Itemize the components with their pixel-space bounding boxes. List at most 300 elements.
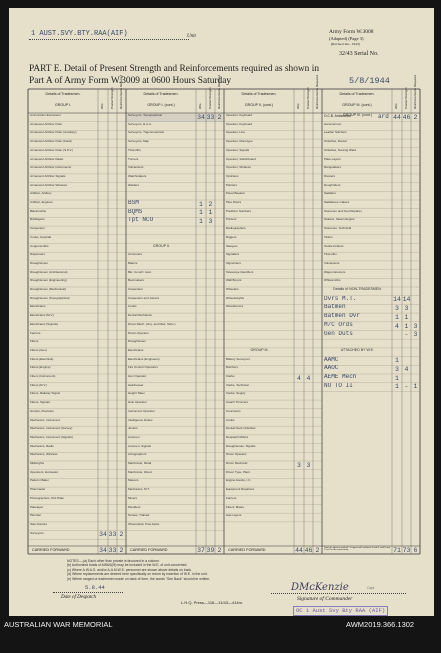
trade-name: Plate Layers [324,156,341,161]
table-row [224,339,322,348]
trade-name: Despatch Riders [226,434,249,439]
table-row [28,122,126,131]
table-row [126,444,224,453]
trade-name: Opticians [226,173,239,178]
table-row [126,331,224,340]
trade-count: 3 [395,366,399,374]
table-row [224,452,322,461]
table-row [126,339,224,348]
table-row [224,444,322,453]
trade-name: Surveyors, Topographical [128,113,162,117]
trade-name: Battery Surveyors [226,356,250,361]
archive-caption-bar [0,616,441,653]
trade-count: - [404,383,409,391]
table-row [322,174,420,183]
printer-line: L.H.Q. Press—116—11/43—414m. [181,600,244,605]
table-row [126,487,224,496]
trade-count: 3 [404,305,409,313]
trade-name: Saddletree makers [324,200,350,204]
table-row [28,383,126,392]
trade-name: Details of NON-TRADESMEN. [333,287,382,291]
table-row [224,148,322,157]
trade-name: Hole Operator [128,400,147,405]
table-row [224,409,322,418]
attached-row [322,365,420,374]
trade-name: Wall Borers [226,278,242,283]
trade-count: 1 [395,383,399,391]
carried-forward-value: 44 [295,546,303,554]
table-row [224,130,322,139]
trade-name: Engine Hands, I.C. [226,478,252,483]
table-row [322,226,420,235]
table-row [322,244,420,253]
trade-name: Draughtsmen (Engineering) [30,278,67,283]
table-row [28,365,126,374]
trade-name: Fire Control Operators [128,365,158,370]
table-row [126,470,224,479]
unit-stamp: OC 1 Aust Svy Bty RAA (AIF) [293,606,388,616]
trade-name: Leather Stitchers [324,130,347,135]
table-row [28,470,126,479]
trade-name: Sawyers [226,243,238,248]
table-row [224,270,322,279]
table-row [126,505,224,514]
form-title: PART E. Detail of Present Strength and Reinforcements required as shown in [29,64,320,74]
trade-name: Driver Mechanic [226,461,248,465]
trade-name: Clerks, Technical [226,382,249,387]
trade-name: Driver-Operator [128,330,149,335]
trade-name: Armament Artificer Radio [30,156,64,161]
trade-count: 1 [404,313,409,321]
table-row [28,191,126,200]
trade-name: Tinsmiths [128,147,141,152]
trade-name: Nurses, Trained [128,513,150,518]
trade-count: 1 [413,383,418,391]
column-subheader: Reinforcements Required [412,74,417,109]
table-row [28,217,126,226]
table-row [126,270,224,279]
carried-forward-value: 39 [206,546,215,554]
note-line: (d) Where replacements are desired here specifically on return by insertion of W.E. in the unit. [67,572,208,577]
table-row [28,505,126,514]
caption-left: AUSTRALIAN WAR MEMORIAL [4,620,113,629]
table-row [28,487,126,496]
table-row [126,217,224,226]
trade-count: 3 [395,305,399,313]
trade-name: Hammermen [324,121,342,126]
trade-count: 1 [395,313,399,321]
trade-name: Carpenters and Joiners [128,295,160,300]
table-row [224,235,322,244]
form-adapted: (Adapted) (Page 3) [329,36,364,41]
trade-name: Butchers [226,365,238,370]
table-row [224,287,322,296]
trade-name: Wheelers [226,287,239,291]
table-row [126,322,224,331]
table-row [126,522,224,531]
table-row [126,278,224,287]
ocb-label: O.C.B. Ambulance [324,114,352,118]
table-row [322,252,420,261]
trade-name: Driver-Mech. (Hvy. and Med. Vehs.) [128,321,176,326]
table-row [224,244,322,253]
column-subheader: Reinforcements Required [314,74,319,109]
trade-count: 1 [199,200,203,208]
trade-name: Fitters, Railway Signal [30,391,60,396]
column-subheader: Reinforcements Required [118,74,123,109]
trade-name: BQMS [128,208,143,215]
table-row [28,418,126,427]
table-row [126,513,224,522]
table-row [322,209,420,218]
trade-name: ATTACHED BY W.E. [340,347,375,352]
table-row [126,418,224,427]
table-row [126,304,224,313]
table-row [28,165,126,174]
note-line: (c) Where A.W.A.S. and/or A.A.M.W.S. personnel are shown above details on back. [67,567,192,572]
table-row [28,426,126,435]
trade-name: Mechanics, Instrument (Survey) [30,426,73,431]
trade-count: 2 [217,113,222,121]
trade-name: Turners [128,156,139,161]
table-row [126,478,224,487]
trade-name: Surveyors, R.A.A. [128,121,152,126]
table-row [28,252,126,261]
table-row [126,200,224,209]
table-row [224,226,322,235]
trade-name: Operator, Monotype [226,139,253,144]
table-row [28,461,126,470]
table-row [224,487,322,496]
trade-name: Hairdresser [128,382,144,387]
table-row [126,426,224,435]
trade-count: 4 [404,366,409,374]
column-group-header: GROUP II. (cont.) [244,103,274,107]
trade-name: Armament Artificer Fitter (Field) [30,139,72,144]
table-row [322,278,420,287]
trade-name: BSM [128,200,139,206]
trade-name: GROUP II. [152,243,171,248]
table-row [224,478,322,487]
trade-name: Cooks [226,417,235,422]
carried-forward-value: 46 [304,546,313,554]
trade-name: Signwriters [226,260,241,265]
trade-name: Riveters [324,173,336,178]
trade-name: Linemen, Signals [128,443,152,448]
trade-name: Tinsmiths [324,252,337,257]
table-row [28,478,126,487]
trade-name: NO TO II [324,382,353,389]
trade-name: Armament Artificer Fitter (S.P.V.) [30,147,74,152]
trade-name: Platelayer [30,504,44,509]
carried-forward-value: 2 [315,546,320,554]
table-row [322,270,420,279]
trade-name: Dental Mechanics [128,313,152,318]
trade-name: Instrument Operator [128,408,155,413]
table-row [28,435,126,444]
note-line: (e) Where ranged or tradesmen made on back of form, the words "See Back" should be written. [67,576,211,581]
trade-name: Fitters [30,339,39,344]
table-row [28,496,126,505]
trade-name: Photographers, Pict Plate [30,495,65,500]
table-row [126,374,224,383]
trade-name: Wheelwrights [226,295,245,300]
ocb-value-prefix: ard [378,113,389,120]
unit-label: Unit [187,34,196,39]
table-row [322,122,420,131]
column-subheader: Posted Strength [403,87,408,109]
table-row [224,426,322,435]
commander-signature: DMcKenzie [291,582,349,593]
table-row [28,139,126,148]
nontradesman-row [322,304,420,313]
trade-name: Gen Duts [324,330,353,337]
form-title-2: Part A of Army Form W.3009 at 0600 Hours Saturday [29,76,232,86]
trade-count: 34 [99,531,107,539]
table-row [126,452,224,461]
trade-name: Batmen [324,304,346,311]
trade-name: Armament Artificer Instruments [30,165,72,170]
form-name: Army Form W.3008 [329,29,374,35]
trade-name: Vulcanisers [324,260,340,265]
trade-count: 1 [199,209,203,217]
table-row [126,209,224,218]
trade-name: Orderlies, Dental [324,139,347,144]
table-row [126,113,224,122]
table-row [224,357,322,366]
column-subheader: Posted Strength [109,87,114,109]
despatch-line [53,592,123,593]
trade-name: Concretors [226,408,241,413]
attached-row [322,357,420,366]
column-subheader: W.E. [198,102,202,109]
trade-count: 33 [108,531,117,539]
table-row [224,322,322,331]
trade-name: Cooks [128,304,137,309]
trade-count: 3 [413,331,418,339]
table-row [126,148,224,157]
trade-count: 3 [413,322,418,330]
table-row [224,217,322,226]
carried-forward-label: CARRIED FORWARD [228,547,266,552]
table-row [126,313,224,322]
table-row [28,339,126,348]
carried-forward-label: CARRIED FORWARD [32,547,70,552]
unit-typed: 1 AUST.SVY.BTY.RAA(AIF) [31,30,128,38]
trade-name: Printers [226,217,237,222]
note-line: NOTES.—(a) Each other than private is favoured in a column. [67,559,160,563]
trade-name: GROUP III. (cont.) [342,113,373,117]
trade-name: Draughtsmen [128,339,147,344]
trade-name: Grinder, Precision [30,408,54,413]
trade-name: Electricians (Signals) [30,321,59,326]
table-row [224,174,322,183]
trade-name: Operator, Signals [226,147,250,152]
trade-count: - [404,331,409,339]
table-row [126,383,224,392]
trade-name: Farriers [30,330,41,335]
table-row [28,322,126,331]
trade-count: 2 [119,531,124,539]
table-row [224,278,322,287]
table-row [322,339,420,348]
trade-name: Fitters (M.V.) [30,382,48,387]
trade-name: Riggers [226,234,237,239]
trade-name: Miners [128,495,138,500]
table-row [28,391,126,400]
table-row [322,261,420,270]
trade-name: Radiographers [226,226,246,231]
trade-name: Operator, Keyboard [226,121,253,126]
table-row [224,304,322,313]
table-row [224,165,322,174]
trade-name: Cooks, Hospital [30,234,52,239]
table-row [28,331,126,340]
trade-name: Draughtsman, Signals [226,443,256,448]
trade-name: Fitters' Mates [226,504,244,509]
trade-count: 2 [208,200,213,208]
table-row [28,400,126,409]
trade-name: Pipe Fitters [226,200,242,204]
table-row [224,252,322,261]
table-row [28,174,126,183]
table-row [126,130,224,139]
table-row [322,183,420,192]
trade-name: Vulcanisers [128,165,144,170]
trade-name: Whitesmiths [324,278,341,283]
ocb-count: 46 [402,113,411,121]
table-row [126,174,224,183]
trade-name: Rangetakers [324,165,342,170]
table-row [224,113,322,122]
table-row [28,157,126,166]
table-row [126,435,224,444]
table-row [28,287,126,296]
trade-count: 1 [208,209,213,217]
column-details-header: Details of Tradesmen. [143,92,179,96]
trade-count: 4 [395,322,399,330]
trade-count: 14 [393,296,401,304]
trade-name: Batmen Dvr [324,313,361,320]
table-row [28,513,126,522]
table-row [28,452,126,461]
table-row [322,217,420,226]
trade-name: Operator, Keyboard [226,113,253,117]
column-group-header: GROUP I. [54,103,72,107]
table-row [322,130,420,139]
table-row [28,296,126,305]
trade-name: Operator, Wireless [226,165,251,170]
trade-name: Clerks, Supply [226,391,246,396]
trade-name: Driver Operator [226,452,247,457]
trade-name: Fitters (Instrument) [30,374,56,378]
table-row [224,157,322,166]
column-subheader: Posted Strength [305,87,310,109]
table-row [126,252,224,261]
trade-name: Driver Type, Plant [226,469,250,474]
despatch-label: Date of Despatch [61,595,96,600]
trade-name: Bootmakers [128,278,145,283]
table-row [224,365,322,374]
table-row [126,296,224,305]
trade-name: Operators, Excavator [30,469,59,474]
table-row [224,296,322,305]
trade-name: Masons [128,478,139,483]
table-row [224,261,322,270]
table-row [224,348,322,357]
trade-name: Draughtsmen [30,260,49,265]
trade-name: Draughtsmen (Architectural) [30,269,68,274]
trade-name: Machinists, Wood [128,469,152,474]
table-row [126,391,224,400]
carried-forward-value: 6 [413,546,418,554]
trade-name: Electricians [128,347,144,352]
table-row [28,244,126,253]
trade-name: Watchmakers [128,173,147,178]
table-row [126,287,224,296]
trade-count: 34 [197,113,205,121]
trade-count: 33 [206,113,215,121]
nontradesman-row [322,296,420,305]
trade-name: Moulders [128,504,141,509]
nontradesman-row [322,313,420,322]
trade-name: Bakers [128,260,138,265]
table-row [126,261,224,270]
table-row [126,365,224,374]
table-row [224,313,322,322]
trade-name: Joiners [128,426,138,431]
trade-name: Coach Trimmers [226,400,249,405]
table-row [126,496,224,505]
table-row [224,200,322,209]
table-row [28,113,126,122]
table-row [28,235,126,244]
trade-name: Bricklayers [30,217,45,222]
table-row [322,148,420,157]
serial-no: 32/43 Serial No. [339,51,379,57]
signature-capt: Capt [367,586,375,590]
column-group-header: GROUP III. (cont.) [342,103,372,107]
trade-name: Signallers [226,252,240,257]
table-row [28,531,126,540]
table-row [126,235,224,244]
table-row [224,191,322,200]
column-details-header: Details of Tradesmen. [45,92,81,96]
trade-name: Carpenters [128,287,143,291]
trade-name: Predictor Numbers [226,208,252,213]
carried-forward-value: 33 [108,546,117,554]
table-row [28,374,126,383]
column-subheader: Reinforcements Required [216,74,221,109]
table-row [224,435,322,444]
carried-forward-value: 2 [119,546,124,554]
trade-name: Draughtsmen (Mechanical) [30,287,67,291]
trade-count: 1 [395,357,399,365]
trade-name: Surveyors, Trigonometrical [128,130,164,135]
table-row [224,374,322,383]
trade-count: 3 [306,461,311,469]
ocb-count: 2 [413,113,418,121]
table-row [126,165,224,174]
table-row [28,278,126,287]
note-line: (b) Authorised totals of AWAS(M) may be included in the W.E. of unit concerned. [67,563,188,568]
trade-name: Plumber [30,513,42,518]
trade-name: Welders [128,182,139,187]
trade-name: Armament Artificer Fitter [30,121,63,126]
trade-name: Gas Layers [226,513,242,518]
table-row [224,513,322,522]
nontradesmen-header [322,287,420,296]
